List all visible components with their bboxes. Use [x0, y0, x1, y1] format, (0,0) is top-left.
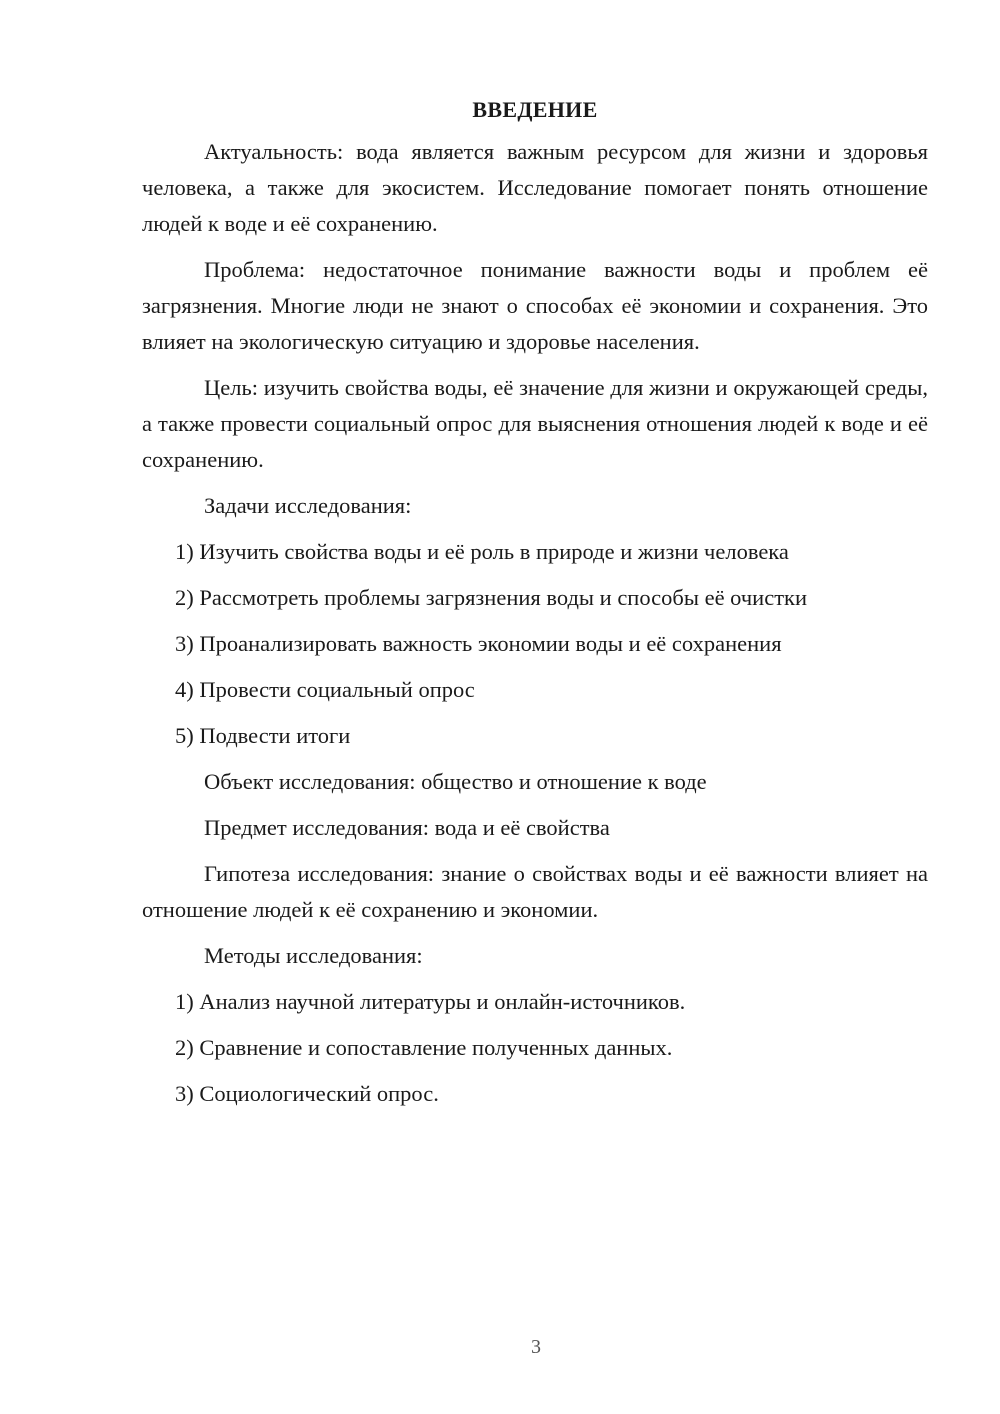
- subject-line: Предмет исследования: вода и её свойства: [204, 815, 610, 840]
- methods-title: Методы исследования:: [204, 943, 423, 968]
- task-item: 2) Рассмотреть проблемы загрязнения воды и способы её очистки: [175, 585, 807, 610]
- object-line: Объект исследования: общество и отношение к воде: [204, 769, 707, 794]
- goal-paragraph: Цель: изучить свойства воды, её значение для жизни и окружающей среды, а также провести социальный опрос для выяснения отношения людей к воде и её сохранению.: [142, 375, 928, 472]
- method-item: 2) Сравнение и сопоставление полученных данных.: [175, 1035, 673, 1060]
- task-item: 1) Изучить свойства воды и её роль в природе и жизни человека: [175, 539, 789, 564]
- page-content: [142, 92, 928, 1122]
- hypothesis-paragraph: Гипотеза исследования: знание о свойствах воды и её важности влияет на отношение людей к её сохранению и экономии.: [142, 861, 928, 922]
- task-item: 3) Проанализировать важность экономии воды и её сохранения: [175, 631, 782, 656]
- method-item: 1) Анализ научной литературы и онлайн-источников.: [175, 989, 686, 1014]
- task-item: 4) Провести социальный опрос: [175, 677, 475, 702]
- method-item: 3) Социологический опрос.: [175, 1081, 439, 1106]
- relevance-paragraph: Актуальность: вода является важным ресурсом для жизни и здоровья человека, а также для экосистем. Исследование помогает понять отношение людей к воде и её сохранению.: [142, 139, 928, 236]
- task-item: 5) Подвести итоги: [175, 723, 351, 748]
- section-heading: ВВЕДЕНИЕ: [472, 97, 598, 122]
- page-number: 3: [531, 1336, 541, 1358]
- problem-paragraph: Проблема: недостаточное понимание важности воды и проблем её загрязнения. Многие люди не знают о способах её экономии и сохранения. Это влияет на экологическую ситуацию и здоровье населения.: [142, 257, 928, 354]
- tasks-title: Задачи исследования:: [204, 493, 412, 518]
